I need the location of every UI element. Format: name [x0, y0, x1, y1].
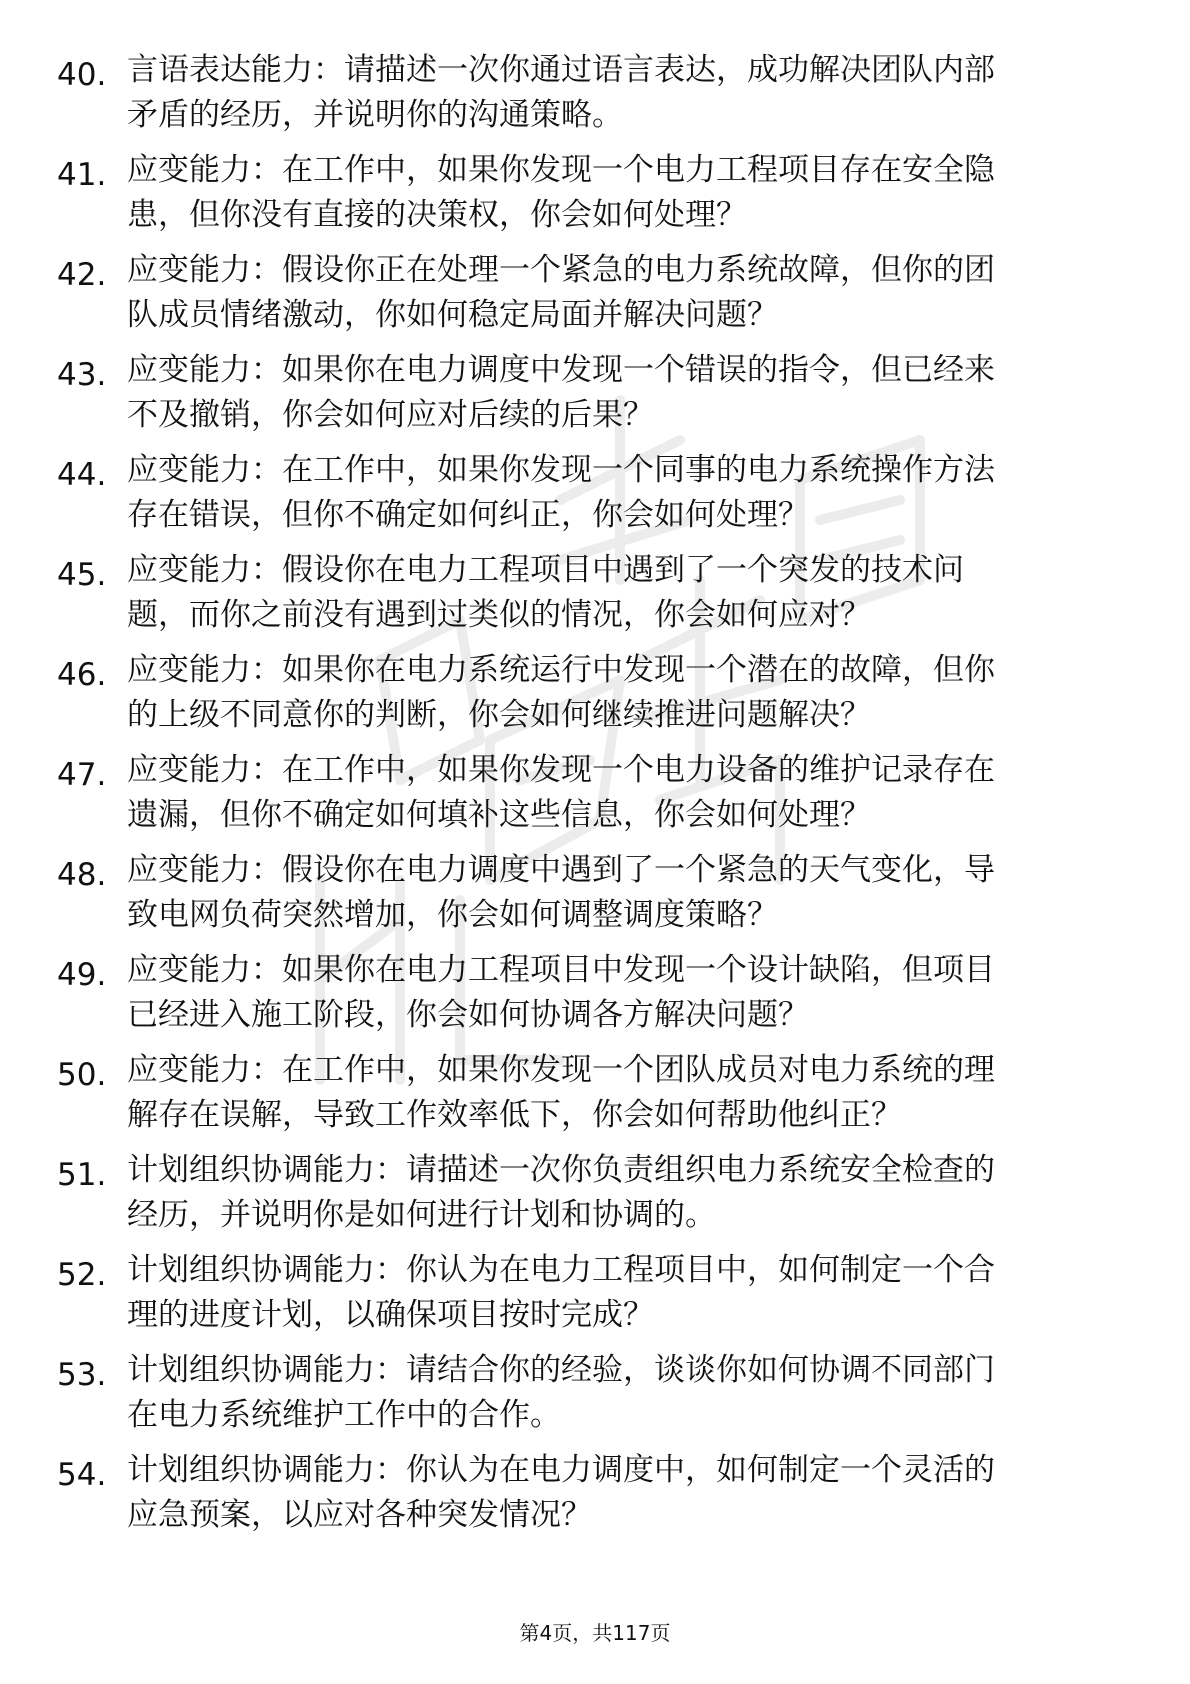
- question-item: [0, 348, 1190, 448]
- question-text: [127, 448, 1127, 538]
- question-line: 的上级不同意你的判断，你会如何继续推进问题解决？: [127, 697, 871, 733]
- question-line: 致电网负荷突然增加，你会如何调整调度策略？: [127, 897, 778, 933]
- question-text: [127, 1148, 1127, 1238]
- question-line: 应变能力：在工作中，如果你发现一个同事的电力系统操作方法: [127, 452, 995, 488]
- question-line: 言语表达能力：请描述一次你通过语言表达，成功解决团队内部: [127, 52, 995, 88]
- question-number: 54.: [57, 1457, 107, 1493]
- question-text: [127, 948, 1127, 1038]
- question-item: [0, 448, 1190, 548]
- question-text: [127, 148, 1127, 238]
- question-text: [127, 848, 1127, 938]
- question-text: [127, 1048, 1127, 1138]
- question-text: [127, 1448, 1127, 1538]
- question-item: [0, 1148, 1190, 1248]
- question-item: [0, 648, 1190, 748]
- question-number: 52.: [57, 1257, 107, 1293]
- question-line: 遗漏，但你不确定如何填补这些信息，你会如何处理？: [127, 797, 871, 833]
- page-footer: 第4页，共117页: [519, 1621, 671, 1645]
- question-number: 51.: [57, 1157, 107, 1193]
- question-text: [127, 748, 1127, 838]
- question-line: 经历，并说明你是如何进行计划和协调的。: [127, 1197, 716, 1233]
- question-line: 应变能力：在工作中，如果你发现一个团队成员对电力系统的理: [127, 1052, 995, 1088]
- question-number: 43.: [57, 357, 107, 393]
- question-number: 45.: [57, 557, 107, 593]
- question-line: 存在错误，但你不确定如何纠正，你会如何处理？: [127, 497, 809, 533]
- question-line: 理的进度计划，以确保项目按时完成？: [127, 1297, 654, 1333]
- question-line: 题，而你之前没有遇到过类似的情况，你会如何应对？: [127, 597, 871, 633]
- question-item: [0, 1048, 1190, 1148]
- question-text: [127, 248, 1127, 338]
- question-number: 42.: [57, 257, 107, 293]
- question-item: [0, 148, 1190, 248]
- question-number: 47.: [57, 757, 107, 793]
- question-list: [0, 48, 1190, 1548]
- question-line: 计划组织协调能力：请结合你的经验，谈谈你如何协调不同部门: [127, 1352, 995, 1388]
- question-item: [0, 548, 1190, 648]
- question-text: [127, 548, 1127, 638]
- question-text: [127, 348, 1127, 438]
- question-number: 50.: [57, 1057, 107, 1093]
- question-number: 53.: [57, 1357, 107, 1393]
- question-number: 40.: [57, 57, 107, 93]
- question-text: [127, 48, 1127, 138]
- question-line: 应变能力：在工作中，如果你发现一个电力设备的维护记录存在: [127, 752, 995, 788]
- question-line: 应变能力：如果你在电力工程项目中发现一个设计缺陷，但项目: [127, 952, 995, 988]
- question-item: [0, 1248, 1190, 1348]
- question-line: 患，但你没有直接的决策权，你会如何处理？: [127, 197, 747, 233]
- question-line: 应变能力：如果你在电力调度中发现一个错误的指令，但已经来: [127, 352, 995, 388]
- question-line: 在电力系统维护工作中的合作。: [127, 1397, 561, 1433]
- question-line: 计划组织协调能力：你认为在电力工程项目中，如何制定一个合: [127, 1252, 995, 1288]
- question-item: [0, 948, 1190, 1048]
- question-line: 应变能力：在工作中，如果你发现一个电力工程项目存在安全隐: [127, 152, 995, 188]
- question-line: 计划组织协调能力：请描述一次你负责组织电力系统安全检查的: [127, 1152, 995, 1188]
- question-line: 已经进入施工阶段，你会如何协调各方解决问题？: [127, 997, 809, 1033]
- question-item: [0, 248, 1190, 348]
- question-line: 解存在误解，导致工作效率低下，你会如何帮助他纠正？: [127, 1097, 902, 1133]
- question-item: [0, 748, 1190, 848]
- question-line: 应变能力：假设你正在处理一个紧急的电力系统故障，但你的团: [127, 252, 995, 288]
- question-item: [0, 48, 1190, 148]
- question-item: [0, 848, 1190, 948]
- question-line: 应急预案，以应对各种突发情况？: [127, 1497, 592, 1533]
- question-text: [127, 1348, 1127, 1438]
- question-item: [0, 1348, 1190, 1448]
- question-number: 44.: [57, 457, 107, 493]
- question-text: [127, 1248, 1127, 1338]
- question-item: [0, 1448, 1190, 1548]
- question-line: 不及撤销，你会如何应对后续的后果？: [127, 397, 654, 433]
- question-line: 队成员情绪激动，你如何稳定局面并解决问题？: [127, 297, 778, 333]
- question-line: 矛盾的经历，并说明你的沟通策略。: [127, 97, 623, 133]
- question-line: 计划组织协调能力：你认为在电力调度中，如何制定一个灵活的: [127, 1452, 995, 1488]
- question-number: 48.: [57, 857, 107, 893]
- question-number: 41.: [57, 157, 107, 193]
- question-text: [127, 648, 1127, 738]
- question-number: 49.: [57, 957, 107, 993]
- question-line: 应变能力：如果你在电力系统运行中发现一个潜在的故障，但你: [127, 652, 995, 688]
- question-line: 应变能力：假设你在电力调度中遇到了一个紧急的天气变化，导: [127, 852, 995, 888]
- question-line: 应变能力：假设你在电力工程项目中遇到了一个突发的技术问: [127, 552, 964, 588]
- question-number: 46.: [57, 657, 107, 693]
